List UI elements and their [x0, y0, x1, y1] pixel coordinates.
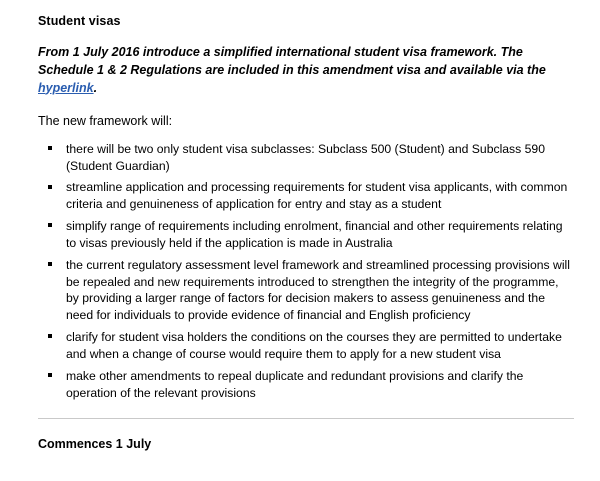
- intro-text-part2: .: [93, 80, 98, 95]
- bullet-marker-icon: [48, 373, 52, 377]
- list-item: [38, 368, 574, 402]
- list-item: [38, 179, 574, 213]
- bullet-marker-icon: [48, 223, 52, 227]
- list-item: [38, 329, 574, 363]
- list-item: [38, 141, 574, 175]
- lead-paragraph: The new framework will:: [38, 114, 173, 129]
- list-item-text: there will be two only student visa subclasses: Subclass 500 (Student) and Subclass 590 (Student Guardian): [66, 141, 545, 173]
- list-item: [38, 257, 574, 324]
- list-item-text: make other amendments to repeal duplicate and redundant provisions and clarify the operation of the relevant provisions: [66, 368, 524, 400]
- list-item-text: simplify range of requirements including enrolment, financial and other requirements relating to visas previously held if the application is made in Australia: [66, 219, 563, 250]
- list-item-text: the current regulatory assessment level framework and streamlined processing provisions will be repealed and new requirements introduced to strengthen the integrity of the programme, by providing a larger range of factors for decision makers to assess genuineness and the need for individuals to provide evidence of financial and English proficiency: [66, 257, 570, 323]
- bullet-marker-icon: [48, 262, 52, 266]
- bullet-marker-icon: [48, 334, 52, 338]
- footer-divider: [38, 418, 574, 419]
- list-item: [38, 218, 574, 252]
- list-item-text: clarify for student visa holders the conditions on the courses they are permitted to undertake and when a change of course would require them to apply for a new student visa: [66, 330, 562, 361]
- list-item-text: streamline application and processing requirements for student visa applicants, with common criteria and genuineness of application for entry and stay as a student: [66, 180, 568, 212]
- commencement-note: Commences 1 July: [38, 437, 152, 451]
- framework-bullet-list: [38, 141, 574, 402]
- intro-text-part1: From 1 July 2016 introduce a simplified international student visa framework. The Schedule 1 & 2 Regulations are included in this amendment visa and available via the: [38, 45, 546, 77]
- page-title: Student visas: [38, 14, 121, 28]
- bullet-marker-icon: [48, 185, 52, 189]
- hyperlink-link[interactable]: hyperlink: [38, 80, 94, 95]
- bullet-marker-icon: [48, 146, 52, 150]
- intro-paragraph: [38, 44, 548, 97]
